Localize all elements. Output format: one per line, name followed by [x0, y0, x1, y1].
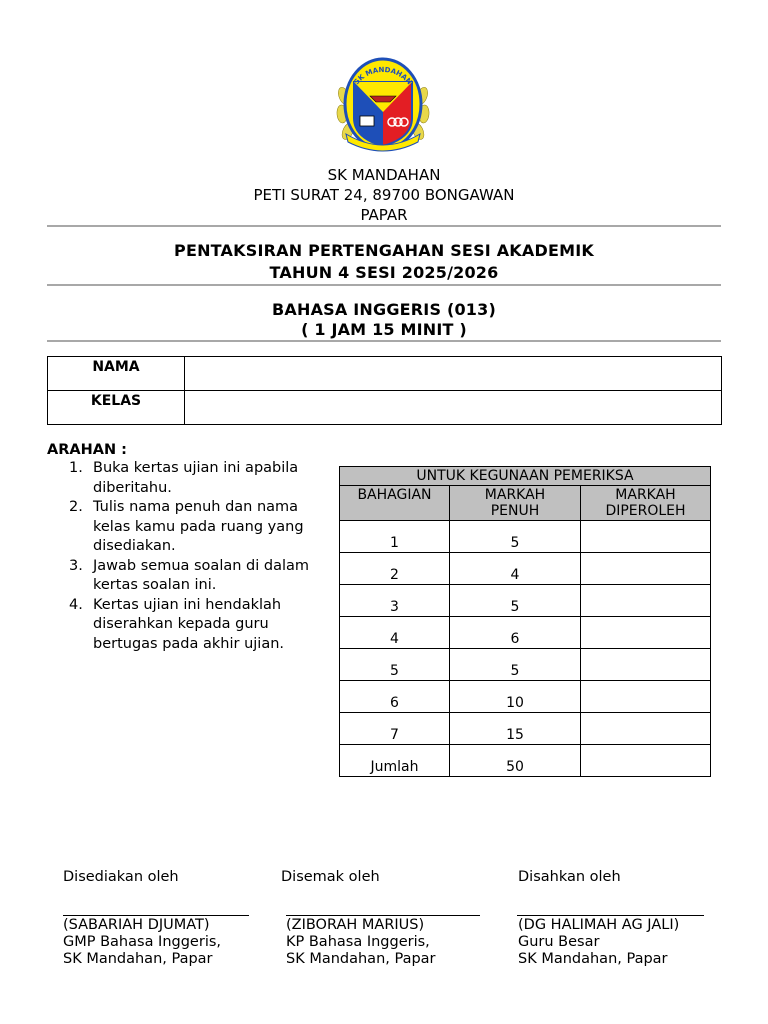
student-info-row [48, 357, 722, 391]
obtained-marks-cell[interactable] [581, 649, 711, 681]
student-info-row [48, 391, 722, 425]
section-cell: 7 [340, 713, 450, 745]
marks-table-row [340, 553, 711, 585]
section-cell: 5 [340, 649, 450, 681]
subject-block [0, 300, 768, 340]
section-cell: 6 [340, 681, 450, 713]
exam-subject: BAHASA INGGERIS (013) [272, 300, 496, 319]
signature-line [517, 915, 704, 916]
exam-title: PENTAKSIRAN PERTENGAHAN SESI AKADEMIK [174, 241, 594, 260]
divider-3 [47, 340, 721, 342]
signatory-place: SK Mandahan, Papar [518, 951, 668, 967]
section-cell: Jumlah [340, 745, 450, 777]
full-marks-cell: 10 [450, 681, 581, 713]
full-marks-cell: 4 [450, 553, 581, 585]
obtained-marks-cell[interactable] [581, 745, 711, 777]
instructions-list [47, 459, 337, 654]
full-marks-cell: 15 [450, 713, 581, 745]
divider-2 [47, 284, 721, 286]
signature-line [63, 915, 249, 916]
class-label: KELAS [48, 391, 185, 425]
exam-title-block [0, 240, 768, 284]
obtained-marks-cell[interactable] [581, 585, 711, 617]
signatory-name: (SABARIAH DJUMAT) [63, 917, 210, 933]
signatory-name: (ZIBORAH MARIUS) [286, 917, 425, 933]
signatory-place: SK Mandahan, Papar [286, 951, 436, 967]
exam-duration: ( 1 JAM 15 MINIT ) [301, 320, 467, 339]
header-full-marks: MARKAH PENUH [450, 486, 581, 521]
full-marks-cell: 5 [450, 521, 581, 553]
school-header [0, 165, 768, 225]
signatory-place: SK Mandahan, Papar [63, 951, 213, 967]
full-marks-cell: 50 [450, 745, 581, 777]
signatory-approved-details [518, 917, 748, 968]
obtained-marks-cell[interactable] [581, 521, 711, 553]
signatory-name: (DG HALIMAH AG JALI) [518, 917, 680, 933]
instruction-item: 1. Buka kertas ujian ini apabila diberitahu. [69, 460, 299, 496]
name-label: NAMA [48, 357, 185, 391]
marks-table-row [340, 745, 711, 777]
section-cell: 4 [340, 617, 450, 649]
svg-text:SK MANDAHAN: SK MANDAHAN [352, 65, 414, 87]
section-cell: 3 [340, 585, 450, 617]
instruction-item: 3. Jawab semua soalan di dalam kertas soalan ini. [69, 557, 309, 593]
section-cell: 2 [340, 553, 450, 585]
section-cell: 1 [340, 521, 450, 553]
instruction-item: 2. Tulis nama penuh dan nama kelas kamu pada ruang yang disediakan. [69, 499, 304, 554]
marks-table-title-row [340, 467, 711, 486]
marks-table-body [340, 521, 711, 777]
signatory-prepared [63, 869, 263, 886]
signatory-role: KP Bahasa Inggeris, [286, 934, 430, 950]
signatory-prepared-details [63, 917, 283, 968]
instructions-heading: ARAHAN : [47, 442, 127, 458]
class-field[interactable] [185, 391, 722, 425]
marks-table-row [340, 681, 711, 713]
examiner-marks-table [339, 466, 711, 777]
exam-year-session: TAHUN 4 SESI 2025/2026 [269, 263, 499, 282]
signatory-approved [518, 869, 718, 886]
signatory-caption: Disahkan oleh [518, 869, 621, 885]
marks-table-title: UNTUK KEGUNAAN PEMERIKSA [340, 467, 711, 486]
full-marks-cell: 5 [450, 585, 581, 617]
name-field[interactable] [185, 357, 722, 391]
signature-line [286, 915, 480, 916]
school-address: PETI SURAT 24, 89700 BONGAWAN [253, 186, 515, 204]
marks-table-row [340, 585, 711, 617]
signatory-caption: Disemak oleh [281, 869, 380, 885]
marks-table-row [340, 713, 711, 745]
obtained-marks-cell[interactable] [581, 681, 711, 713]
full-marks-cell: 5 [450, 649, 581, 681]
signatory-checked-details [286, 917, 506, 968]
signatory-checked [281, 869, 481, 886]
marks-table-row [340, 521, 711, 553]
signatory-caption: Disediakan oleh [63, 869, 179, 885]
marks-table-row [340, 649, 711, 681]
signatory-role: Guru Besar [518, 934, 600, 950]
full-marks-cell: 6 [450, 617, 581, 649]
divider-1 [47, 225, 721, 227]
header-obtained-marks: MARKAH DIPEROLEH [581, 486, 711, 521]
header-section: BAHAGIAN [340, 486, 450, 521]
marks-table-row [340, 617, 711, 649]
obtained-marks-cell[interactable] [581, 713, 711, 745]
obtained-marks-cell[interactable] [581, 617, 711, 649]
signatory-role: GMP Bahasa Inggeris, [63, 934, 222, 950]
student-info-table [47, 356, 722, 425]
obtained-marks-cell[interactable] [581, 553, 711, 585]
school-district: PAPAR [360, 206, 408, 224]
marks-table-header-row [340, 486, 711, 521]
school-logo [330, 56, 436, 156]
instruction-item: 4. Kertas ujian ini hendaklah diserahkan kepada guru bertugas pada akhir ujian. [69, 596, 285, 652]
school-name: SK MANDAHAN [327, 166, 441, 184]
